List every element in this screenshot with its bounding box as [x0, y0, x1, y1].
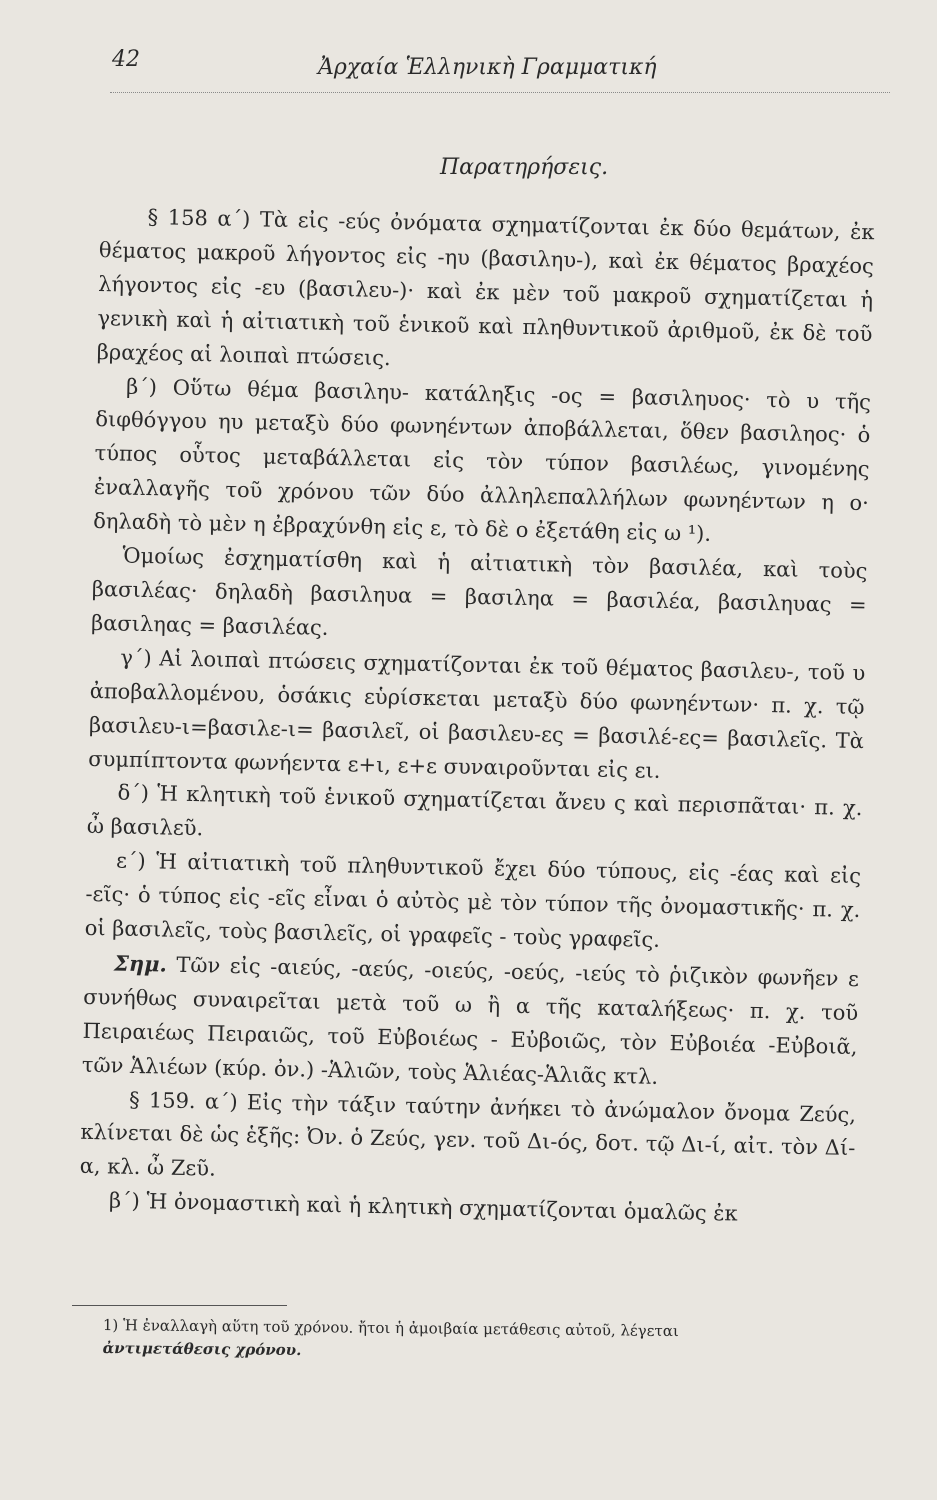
- paragraph-158a: § 158 α΄) Τὰ εἰς -εύς ὀνόματα σχηματίζονται ἐκ δύο θεμάτων, ἐκ θέματος μακροῦ λήγοντος εἰς -ηυ (βασιληυ-), καὶ ἐκ θέματος βραχέος λήγοντος εἰς -ευ (βασιλευ-)· καὶ ἐκ μὲν τοῦ μακροῦ σχηματίζεται ἡ γενικὴ καὶ ἡ αἰτιατικὴ τοῦ ἑνικοῦ καὶ πληθυντικοῦ ἀριθμοῦ, ἐκ δὲ τοῦ βραχέος αἱ λοιπαὶ πτώσεις.: [96, 205, 875, 370]
- note-label: Σημ.: [113, 950, 168, 977]
- footnote: [103, 1314, 848, 1368]
- footnote-emphasis: ἀντιμετάθεσις χρόνου.: [102, 1338, 302, 1360]
- paragraph-158c: γ΄) Αἱ λοιπαὶ πτώσεις σχηματίζονται ἐκ τοῦ θέματος βασιλευ-, τοῦ υ ἀποβαλλομένου, ὁσάκις εὑρίσκεται μεταξὺ δύο φωνηέντων· π. χ. τῷ βασιλευ-ι=βασιλε-ι= βασιλεῖ, οἱ βασιλευ-ες = βασιλέ-ες= βασιλεῖς. Τὰ συμπίπτοντα φωνήεντα ε+ι, ε+ε συναιροῦνται εἰς ει.: [88, 645, 866, 783]
- paragraph-note: [82, 946, 860, 1099]
- page-number: 42: [112, 47, 140, 72]
- paragraph-158b: β΄) Οὕτω θέμα βασιληυ- κατάληξις -ος = βασιληυος· τὸ υ τῆς διφθόγγου ηυ μεταξὺ δύο φωνηέντων ἀποβάλλεται, ὅθεν βασιληος· ὁ τύπος οὗτος μεταβάλλεται εἰς τὸν τύπον βασιλέως, γινομένης ἐναλλαγῆς τοῦ χρόνου τῶν δύο ἀλληλεπαλλήλων φωνηέντων η ο· δηλαδὴ τὸ μὲν η ἐβραχύνθη εἰς ε, τὸ δὲ ο ἐξετάθη εἰς ω ¹).: [93, 374, 872, 547]
- paragraph-159b: β΄) Ἡ ὀνομαστικὴ καὶ ἡ κλητικὴ σχηματίζονται ὁμαλῶς ἐκ: [108, 1188, 738, 1226]
- header-divider: [110, 92, 890, 93]
- body-text: [79, 200, 875, 1234]
- paragraph-accusative: Ὁμοίως ἐσχηματίσθη καὶ ἡ αἰτιατικὴ τὸν βασιλέα, καὶ τοὺς βασιλέας· δηλαδὴ βασιληυα = βασιληα = βασιλέα, βασιληυας = βασιληας = βασιλέας.: [90, 543, 868, 640]
- paragraph-159a: § 159. α΄) Εἰς τὴν τάξιν ταύτην ἀνήκει τὸ ἀνώμαλον ὄνομα Ζεύς, κλίνεται δὲ ὡς ἑξῆς: Ὀν. ὁ Ζεύς, γεν. τοῦ Δι-ός, δοτ. τῷ Δι-ί, αἰτ. τὸν Δί-α, κλ. ὦ Ζεῦ.: [79, 1087, 857, 1182]
- note-text: Τῶν εἰς -αιεύς, -αεύς, -οιεύς, -οεύς, -ιεύς τὸ ῥιζικὸν φωνῆεν ε συνήθως συναιρεῖται μετὰ τοῦ ω ἢ α τῆς καταλήξεως· π. χ. τοῦ Πειραιέως Πειραιῶς, τοῦ Εὐβοιέως - Εὐβοιῶς, τὸν Εὐβοιέα -Εὐβοιᾶ, τῶν Ἁλιέων (κύρ. ὀν.) -Ἁλιῶν, τοὺς Ἁλιέας-Ἁλιᾶς κτλ.: [81, 952, 860, 1089]
- footnote-text: 1) Ἡ ἐναλλαγὴ αὕτη τοῦ χρόνου. ἤτοι ἡ ἀμοιβαία μετάθεσις αὐτοῦ, λέγεται: [102, 1315, 679, 1341]
- paragraph-158d: δ΄) Ἡ κλητικὴ τοῦ ἑνικοῦ σχηματίζεται ἄνευ ς καὶ περισπᾶται· π. χ. ὦ βασιλεῦ.: [86, 780, 863, 841]
- footnote-divider: [72, 1305, 287, 1306]
- paragraph-158e: ε΄) Ἡ αἰτιατικὴ τοῦ πληθυντικοῦ ἔχει δύο τύπους, εἰς -έας καὶ εἰς -εῖς· ὁ τύπος εἰς -εῖς εἶναι ὁ αὐτὸς μὲ τὸν τύπον τῆς ὀνομαστικῆς· π. χ. οἱ βασιλεῖς, τοὺς βασιλεῖς, οἱ γραφεῖς - τοὺς γραφεῖς.: [84, 848, 862, 952]
- section-title: Παρατηρήσεις.: [440, 155, 609, 180]
- running-title: Ἀρχαία Ἑλληνικὴ Γραμματική: [318, 55, 657, 80]
